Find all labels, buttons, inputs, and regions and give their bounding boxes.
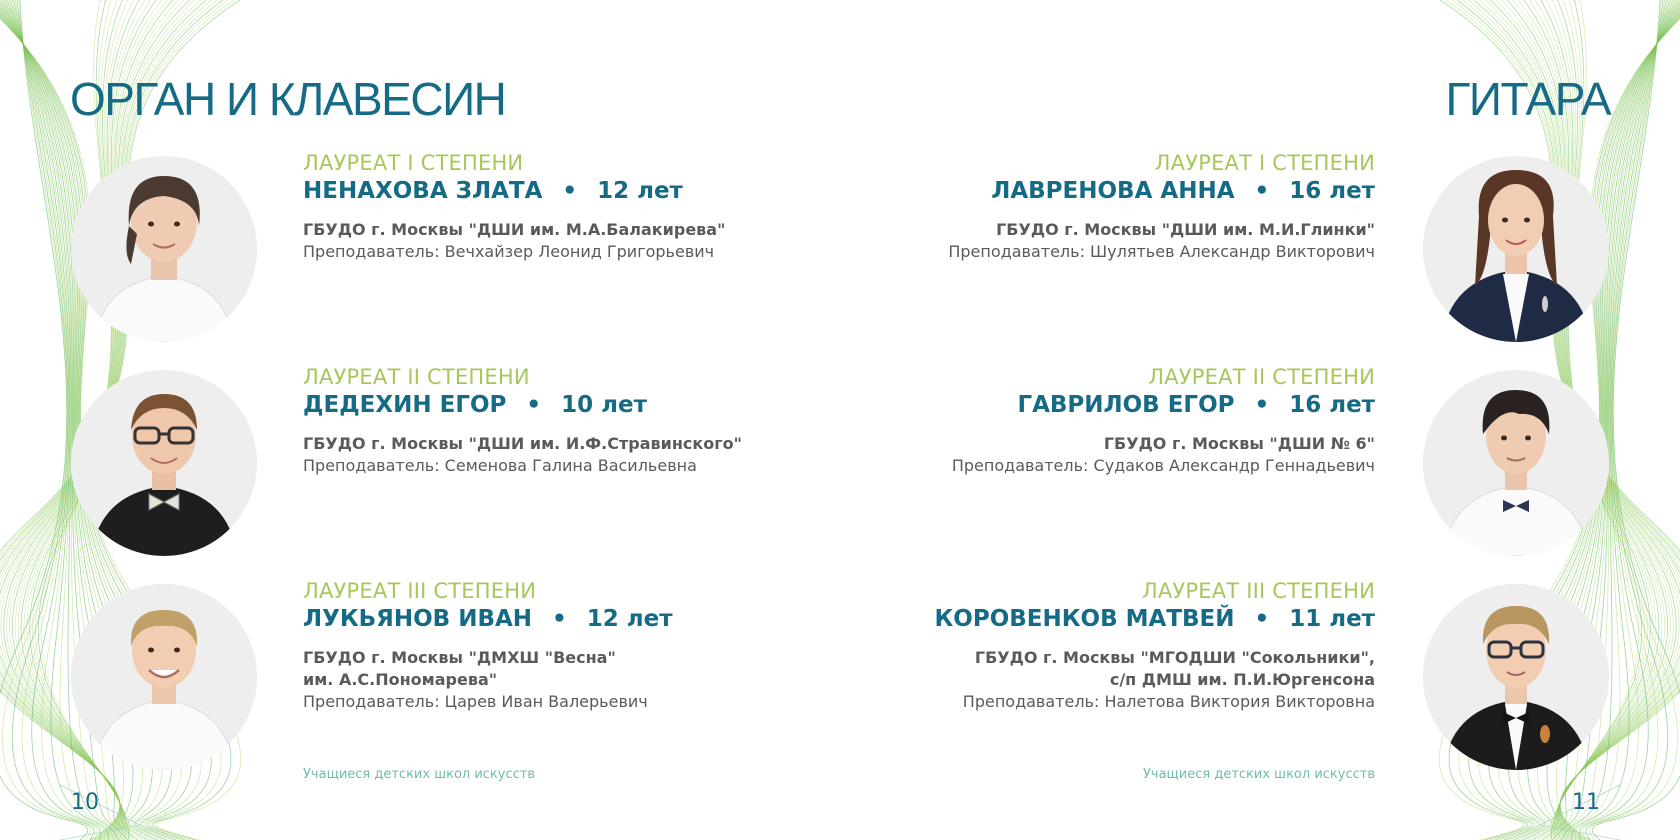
school-line: ГБУДО г. Москвы "ДШИ им. И.Ф.Стравинского" — [303, 434, 742, 453]
laureate-age: 12 лет — [597, 178, 683, 204]
laureate-name: ЛУКЬЯНОВ ИВАН — [303, 606, 533, 632]
teacher-name: Преподаватель: Вечхайзер Леонид Григорьевич — [303, 242, 715, 261]
school-name — [934, 647, 1375, 691]
laureate-name: КОРОВЕНКОВ МАТВЕЙ — [934, 606, 1235, 632]
laureate-entry-organ-2 — [303, 364, 742, 477]
teacher-name: Преподаватель: Царев Иван Валерьевич — [303, 692, 648, 711]
school-name — [303, 219, 725, 241]
laureate-name-line — [948, 176, 1375, 206]
school-name — [952, 433, 1375, 455]
laureate-age: 11 лет — [1289, 606, 1375, 632]
award-degree: ЛАУРЕАТ I СТЕПЕНИ — [1154, 151, 1375, 175]
laureate-name: ДЕДЕХИН ЕГОР — [303, 392, 507, 418]
laureate-entry-organ-3 — [303, 578, 673, 713]
award-degree: ЛАУРЕАТ II СТЕПЕНИ — [1148, 365, 1375, 389]
laureate-age: 16 лет — [1289, 178, 1375, 204]
laureate-age: 10 лет — [561, 392, 647, 418]
school-line: ГБУДО г. Москвы "ДШИ им. М.А.Балакирева" — [303, 220, 726, 239]
teacher-name: Преподаватель: Налетова Виктория Викторовна — [962, 692, 1375, 711]
award-degree: ЛАУРЕАТ III СТЕПЕНИ — [303, 579, 537, 603]
laureate-entry-organ-1 — [303, 150, 725, 263]
laureate-photo-dedekhin — [71, 370, 257, 556]
laureate-age: 12 лет — [586, 606, 673, 632]
page-number: 11 — [1572, 790, 1600, 815]
laureate-name: НЕНАХОВА ЗЛАТА — [303, 178, 543, 204]
award-degree: ЛАУРЕАТ II СТЕПЕНИ — [303, 365, 530, 389]
bullet-separator: • — [526, 392, 542, 418]
laureate-age: 16 лет — [1289, 392, 1375, 418]
laureate-photo-lukyanov — [71, 584, 257, 770]
laureate-photo-nenakhova — [71, 156, 257, 342]
bullet-separator: • — [1254, 178, 1270, 204]
school-name — [303, 647, 673, 691]
laureate-name-line — [303, 390, 742, 420]
teacher-name: Преподаватель: Шулятьев Александр Викторович — [948, 242, 1375, 261]
laureate-entry-guitar-3 — [934, 578, 1375, 713]
laureate-entry-guitar-1 — [948, 150, 1375, 263]
page-title-guitar: ГИТАРА — [1445, 73, 1610, 125]
laureate-name-line — [952, 390, 1375, 420]
school-line: ГБУДО г. Москвы "ДШИ № 6" — [1103, 434, 1375, 453]
award-degree: ЛАУРЕАТ I СТЕПЕНИ — [303, 151, 524, 175]
school-name — [303, 433, 742, 455]
footer-caption: Учащиеся детских школ искусств — [303, 767, 536, 782]
page-title-organ-harpsichord: ОРГАН И КЛАВЕСИН — [70, 73, 506, 125]
bullet-separator: • — [562, 178, 578, 204]
laureate-name-line — [303, 604, 673, 634]
bullet-separator: • — [1254, 606, 1270, 632]
teacher-name: Преподаватель: Судаков Александр Геннадьевич — [951, 456, 1375, 475]
teacher-name: Преподаватель: Семенова Галина Васильевна — [303, 456, 697, 475]
laureate-name-line — [934, 604, 1375, 634]
school-line: ГБУДО г. Москвы "ДШИ им. М.И.Глинки" — [996, 220, 1375, 239]
school-name — [948, 219, 1375, 241]
laureate-photo-korovenkov — [1423, 584, 1609, 770]
bullet-separator: • — [1254, 392, 1270, 418]
school-line: с/п ДМШ им. П.И.Юргенсона — [1109, 670, 1375, 689]
laureate-name: ЛАВРЕНОВА АННА — [991, 178, 1235, 204]
school-line: ГБУДО г. Москвы "МГОДШИ "Сокольники", — [974, 648, 1375, 667]
laureate-photo-lavrenova — [1423, 156, 1609, 342]
laureate-name-line — [303, 176, 725, 206]
page-number: 10 — [71, 790, 99, 815]
bullet-separator: • — [552, 606, 567, 632]
laureate-photo-gavrilov — [1423, 370, 1609, 556]
school-line: ГБУДО г. Москвы "ДМХШ "Весна" — [303, 648, 616, 667]
school-line: им. А.С.Пономарева" — [303, 670, 498, 689]
laureate-name: ГАВРИЛОВ ЕГОР — [1017, 392, 1235, 418]
award-degree: ЛАУРЕАТ III СТЕПЕНИ — [1141, 579, 1375, 603]
footer-caption: Учащиеся детских школ искусств — [1142, 767, 1375, 782]
laureate-entry-guitar-2 — [952, 364, 1375, 477]
